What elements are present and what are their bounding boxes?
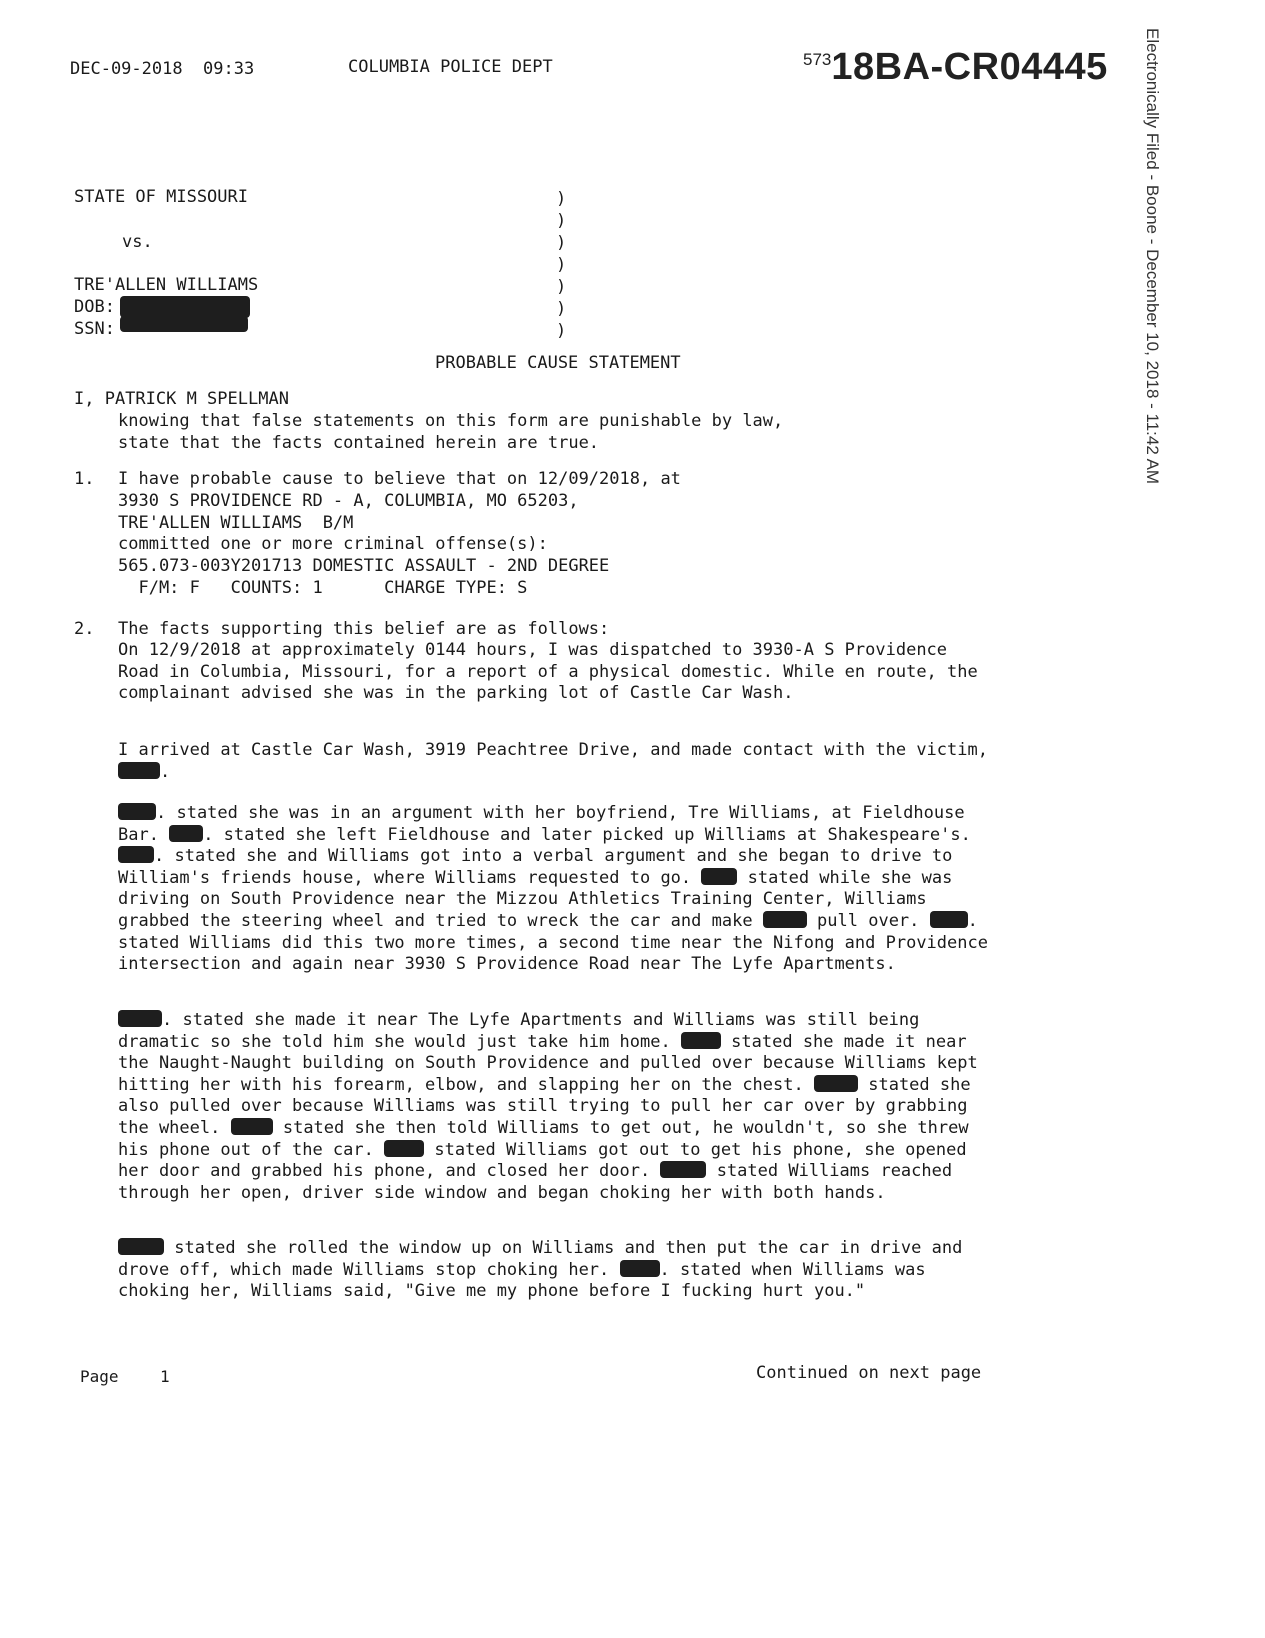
narrative-text: On 12/9/2018 at approximately 0144 hours, I was dispatched to 3930-A S Providence Road in Columbia, Missouri, for a report of a physical domestic. While en route, the complainant advised she was in the parking lot of Castle Car Wash. [118, 640, 978, 704]
item1-line: I have probable cause to believe that on 12/09/2018, at [118, 469, 681, 489]
narrative-paragraph [118, 1010, 998, 1204]
page-number: 1 [160, 1367, 170, 1386]
affiant-line: I, PATRICK M SPELLMAN [74, 389, 289, 409]
item1-line: TRE'ALLEN WILLIAMS B/M [118, 513, 354, 533]
caption-paren: ) [556, 255, 567, 275]
item1-line: 3930 S PROVIDENCE RD - A, COLUMBIA, MO 65203, [118, 491, 579, 511]
narrative-text: I arrived at Castle Car Wash, 3919 Peachtree Drive, and made contact with the victim, [118, 740, 988, 760]
redaction-victim-name [118, 762, 160, 779]
redaction-victim-name [763, 911, 807, 928]
caption-paren: ) [556, 277, 567, 297]
redaction-victim-name [118, 803, 156, 820]
redaction-victim-name [118, 1238, 164, 1255]
redaction-victim-name [384, 1140, 424, 1157]
redaction-victim-name [620, 1260, 660, 1277]
caption-paren: ) [556, 233, 567, 253]
narrative-text: pull over. [806, 910, 920, 931]
redaction-victim-name [118, 846, 154, 863]
redaction-victim-name [930, 911, 968, 928]
filing-stamp: Electronically Filed - Boone - December 10, 2018 - 11:42 AM [1143, 28, 1162, 485]
caption-vs: vs. [122, 232, 153, 252]
caption-dob-label: DOB: [74, 297, 115, 317]
narrative-text: stated she rolled the window up on Williams and then put the car in drive and drove off, which made Williams stop choking her. [118, 1238, 963, 1280]
narrative-text: stated while she was driving on South Providence near the Mizzou Athletics Training Center, Williams grabbed the steering wheel and tried to wreck the car and make [118, 867, 953, 931]
caption-defendant: TRE'ALLEN WILLIAMS [74, 275, 259, 295]
redaction-victim-name [231, 1118, 273, 1135]
case-number: 18BA-CR04445 [831, 46, 1108, 88]
redaction-victim-name [169, 825, 203, 842]
redaction-dob [120, 296, 250, 318]
continued-note: Continued on next page [756, 1363, 982, 1383]
narrative-paragraph [118, 803, 998, 976]
narrative-text: . stated she and Williams got into a verbal argument and she began to drive to William's friends house, where Williams requested to go. [118, 846, 953, 888]
agency-name: COLUMBIA POLICE DEPT [348, 57, 553, 77]
narrative-paragraph [118, 1238, 998, 1303]
caption-paren: ) [556, 211, 567, 231]
caption-paren: ) [556, 321, 567, 341]
caption-state: STATE OF MISSOURI [74, 187, 248, 207]
redaction-victim-name [118, 1010, 162, 1027]
narrative-paragraph: I arrived at Castle Car Wash, 3919 Peachtree Drive, and made contact with the victim, . [118, 740, 988, 782]
affiant-line: state that the facts contained herein are true. [118, 433, 600, 453]
redaction-victim-name [660, 1161, 706, 1178]
narrative-paragraph [118, 640, 998, 705]
document-title: PROBABLE CAUSE STATEMENT [435, 353, 681, 373]
item-number: 2. [74, 619, 95, 639]
page-label: Page [80, 1367, 119, 1386]
item-number: 1. [74, 469, 95, 489]
redaction-ssn [120, 316, 248, 332]
item1-charge-details: F/M: F COUNTS: 1 CHARGE TYPE: S [118, 578, 528, 598]
narrative-text: . stated she left Fieldhouse and later picked up Williams at Shakespeare's. [203, 824, 971, 845]
caption-ssn-label: SSN: [74, 319, 115, 339]
narrative-text: . stated Williams did this two more times, a second time near the Nifong and Providence intersection and again near 3930 S Providence Road near The Lyfe Apartments. [118, 910, 988, 975]
redaction-victim-name [701, 868, 737, 885]
narrative-text: . stated she made it near The Lyfe Apartments and Williams was still being dramatic so she told him she would just take him home. [118, 1010, 920, 1052]
caption-paren: ) [556, 189, 567, 209]
fax-datetime: DEC-09-2018 09:33 [70, 59, 255, 79]
narrative-text: . stated she was in an argument with her boyfriend, Tre Williams, at Fieldhouse Bar. [118, 803, 965, 845]
case-number-block [803, 46, 1108, 89]
item1-charge: 565.073-003Y201713 DOMESTIC ASSAULT - 2ND DEGREE [118, 556, 610, 576]
item1-line: committed one or more criminal offense(s): [118, 534, 548, 554]
affiant-line: knowing that false statements on this form are punishable by law, [118, 411, 784, 431]
redaction-victim-name [814, 1075, 858, 1092]
caption-paren: ) [556, 299, 567, 319]
narrative-text: stated she also pulled over because Williams was still trying to pull her car over by grabbing the wheel. [118, 1074, 971, 1138]
redaction-victim-name [681, 1032, 721, 1049]
narrative-text: stated she made it near the Naught-Naught building on South Providence and pulled over because Williams kept hitting her with his forearm, elbow, and slapping her on the chest. [118, 1031, 978, 1095]
narrative-text: stated Williams reached through her open, driver side window and began choking her with both hands. [118, 1161, 953, 1203]
item2-intro: The facts supporting this belief are as follows: [118, 619, 610, 639]
case-prefix: 573 [803, 50, 832, 69]
narrative-text: stated Williams got out to get his phone, she opened her door and grabbed his phone, and closed her door. [118, 1139, 967, 1182]
narrative-text: . stated when Williams was choking her, Williams said, "Give me my phone before I fucking hurt you." [118, 1259, 926, 1302]
narrative-text: stated she then told Williams to get out, he wouldn't, so she threw his phone out of the car. [118, 1117, 969, 1160]
